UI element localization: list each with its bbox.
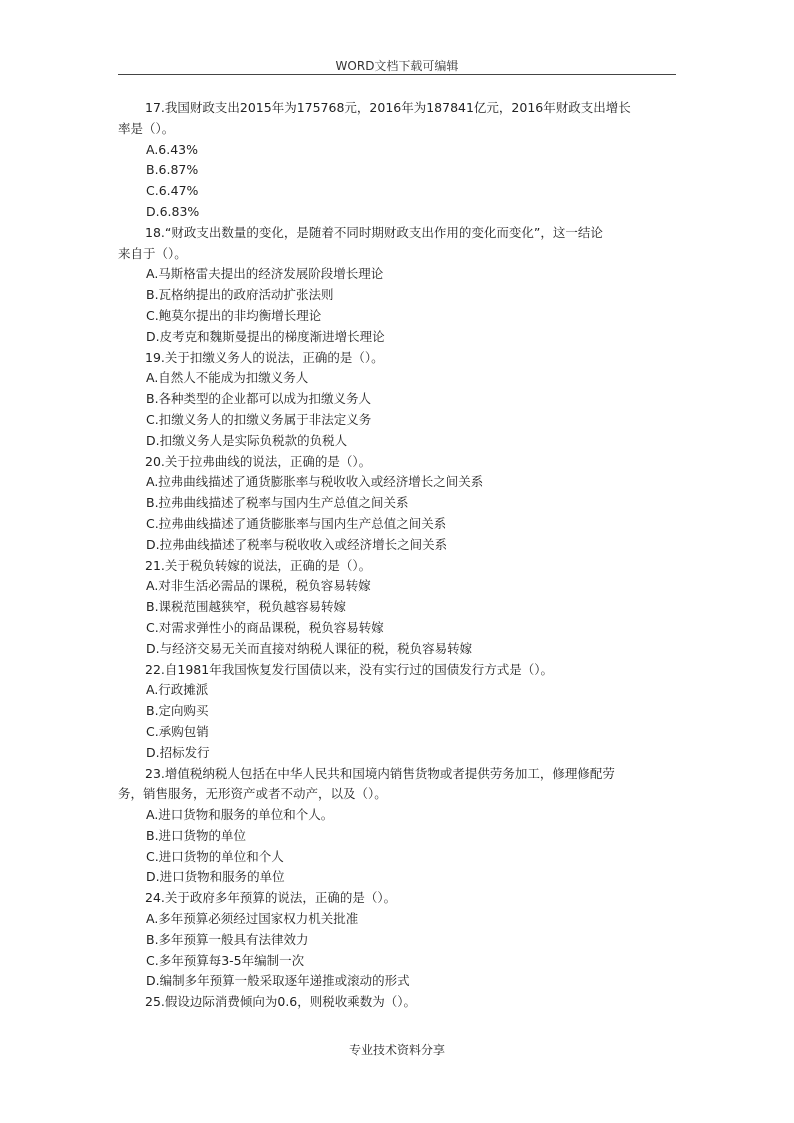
answer-option: C.对需求弹性小的商品课税，税负容易转嫁 [146, 619, 384, 635]
answer-option: B.进口货物的单位 [146, 827, 247, 843]
answer-option: A.自然人不能成为扣缴义务人 [146, 370, 309, 386]
document-body [118, 98, 676, 1013]
answer-option: A.马斯格雷夫提出的经济发展阶段增长理论 [146, 266, 384, 282]
answer-option: D.6.83% [146, 203, 200, 219]
header-divider [118, 74, 676, 75]
answer-option: A.多年预算必须经过国家权力机关批准 [146, 911, 359, 927]
question-stem: 20.关于拉弗曲线的说法，正确的是（）。 [145, 453, 372, 469]
question-stem-continuation: 务，销售服务，无形资产或者不动产，以及（）。 [118, 786, 387, 802]
question-stem: 21.关于税负转嫁的说法，正确的是（）。 [145, 557, 372, 573]
answer-option: D.皮考克和魏斯曼提出的梯度渐进增长理论 [146, 328, 385, 344]
answer-option: B.各种类型的企业都可以成为扣缴义务人 [146, 391, 372, 407]
answer-option: D.与经济交易无关而直接对纳税人课征的税，税负容易转嫁 [146, 640, 473, 656]
answer-option: B.定向购买 [146, 703, 209, 719]
answer-option: B.课税范围越狭窄，税负越容易转嫁 [146, 599, 347, 615]
question-stem: 25.假设边际消费倾向为0.6，则税收乘数为（）。 [145, 994, 417, 1010]
answer-option: D.进口货物和服务的单位 [146, 869, 285, 885]
question-stem: 22.自1981年我国恢复发行国债以来，没有实行过的国债发行方式是（）。 [145, 661, 553, 677]
answer-option: A.行政摊派 [146, 682, 209, 698]
question-stem-continuation: 来自于（）。 [118, 245, 187, 261]
question-stem-continuation: 率是（）。 [118, 120, 175, 136]
answer-option: B.拉弗曲线描述了税率与国内生产总值之间关系 [146, 495, 409, 511]
answer-option: C.扣缴义务人的扣缴义务属于非法定义务 [146, 411, 372, 427]
answer-option: A.进口货物和服务的单位和个人。 [146, 807, 334, 823]
answer-option: B.多年预算一般具有法律效力 [146, 931, 309, 947]
answer-option: A.对非生活必需品的课税，税负容易转嫁 [146, 578, 371, 594]
answer-option: C.多年预算每3-5年编制一次 [146, 952, 305, 968]
answer-option: C.拉弗曲线描述了通货膨胀率与国内生产总值之间关系 [146, 515, 447, 531]
page-footer: 专业技术资料分享 [348, 1043, 445, 1057]
answer-option: B.6.87% [146, 162, 199, 178]
answer-option: D.编制多年预算一般采取逐年递推或滚动的形式 [146, 973, 410, 989]
answer-option: A.拉弗曲线描述了通货膨胀率与税收收入或经济增长之间关系 [146, 474, 484, 490]
question-stem: 24.关于政府多年预算的说法，正确的是（）。 [145, 890, 397, 906]
answer-option: D.招标发行 [146, 744, 210, 760]
question-stem: 19.关于扣缴义务人的说法，正确的是（）。 [145, 349, 384, 365]
answer-option: B.瓦格纳提出的政府活动扩张法则 [146, 287, 334, 303]
page-header: WORD文档下载可编辑 [335, 59, 459, 73]
answer-option: A.6.43% [146, 141, 199, 157]
answer-option: C.鲍莫尔提出的非均衡增长理论 [146, 307, 322, 323]
answer-option: D.拉弗曲线描述了税率与税收收入或经济增长之间关系 [146, 536, 448, 552]
question-stem: 18.“财政支出数量的变化，是随着不同时期财政支出作用的变化而变化”，这一结论 [145, 224, 603, 240]
answer-option: C.6.47% [146, 183, 199, 199]
answer-option: D.扣缴义务人是实际负税款的负税人 [146, 432, 348, 448]
answer-option: C.进口货物的单位和个人 [146, 848, 284, 864]
question-stem: 23.增值税纳税人包括在中华人民共和国境内销售货物或者提供劳务加工，修理修配劳 [145, 765, 615, 781]
question-stem: 17.我国财政支出2015年为175768元，2016年为187841亿元，2016年财政支出增长 [145, 100, 631, 115]
answer-option: C.承购包销 [146, 723, 209, 739]
